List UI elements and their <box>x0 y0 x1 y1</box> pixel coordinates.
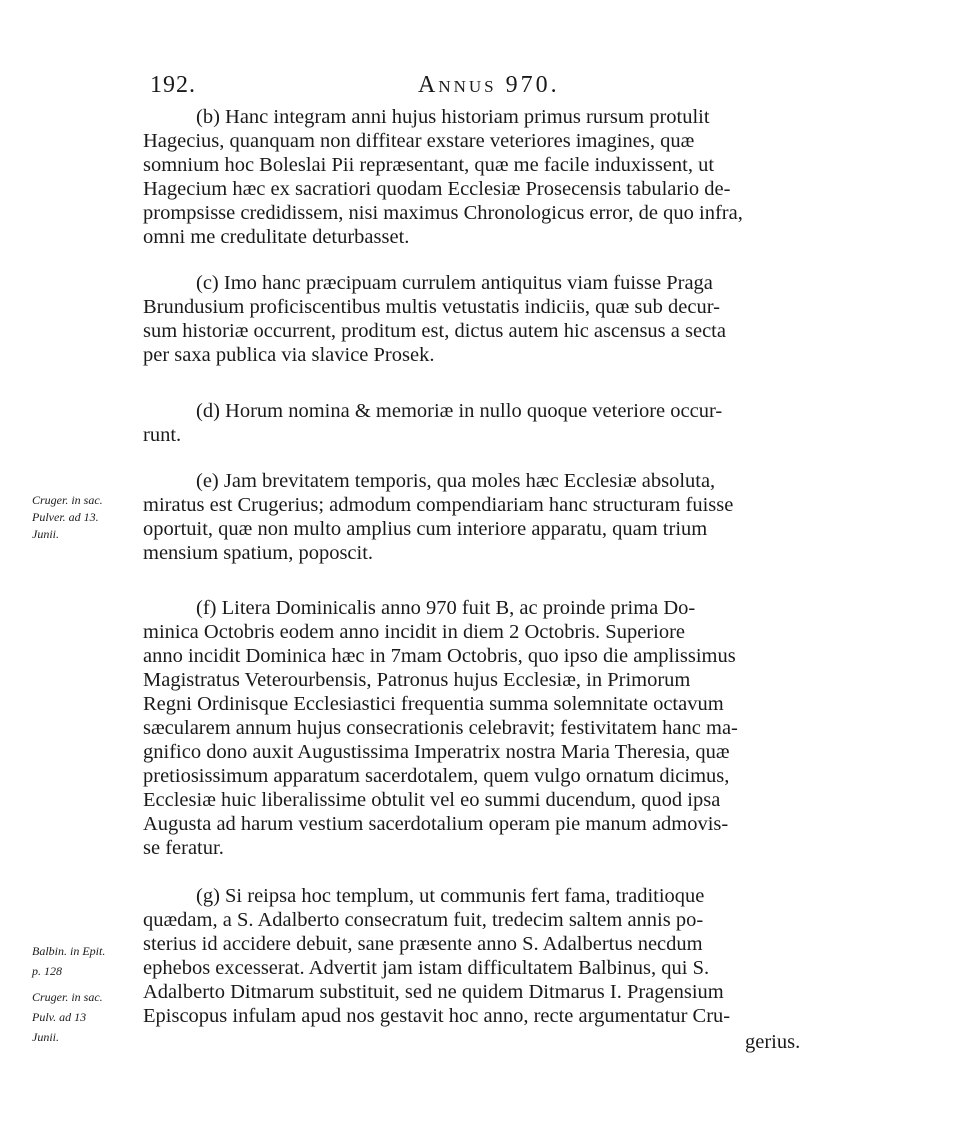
footnote-line: se feratur. <box>143 837 224 859</box>
footnote-line: omni me credulitate deturbasset. <box>143 226 410 248</box>
margin-note-line: Pulv. ad 13 <box>32 1010 87 1024</box>
footnote-line: (b) Hanc integram anni hujus historiam primus rursum protulit <box>196 106 710 128</box>
footnote-line: per saxa publica via slavice Prosek. <box>143 344 435 366</box>
footnote-line: ephebos excesserat. Advertit jam istam difficultatem Balbinus, qui S. <box>143 957 710 979</box>
footnote-line: Hagecium hæc ex sacratiori quodam Ecclesiæ Prosecensis tabulario de- <box>143 178 731 200</box>
footnote-line: sum historiæ occurrent, proditum est, dictus autem hic ascensus a secta <box>143 320 726 342</box>
margin-note-line: Junii. <box>32 1030 59 1044</box>
footnote-line: runt. <box>143 424 182 446</box>
running-head: Annus 970. <box>418 72 560 98</box>
footnote-line: oportuit, quæ non multo amplius cum interiore apparatu, quam trium <box>143 518 708 540</box>
margin-note-line: Balbin. in Epit. <box>32 944 106 958</box>
footnote-line: Episcopus infulam apud nos gestavit hoc anno, recte argumentatur Cru- <box>143 1005 731 1027</box>
footnote-line: Hagecius, quanquam non diffitear exstare veteriores imagines, quæ <box>143 130 695 152</box>
margin-note-line: Junii. <box>32 527 59 541</box>
footnote-line: Ecclesiæ huic liberalissime obtulit vel eo summi ducendum, quod ipsa <box>143 789 721 811</box>
margin-note-line: Cruger. in sac. <box>32 990 103 1004</box>
footnote-line: minica Octobris eodem anno incidit in diem 2 Octobris. Superiore <box>143 621 685 643</box>
footnote-line: sæcularem annum hujus consecrationis celebravit; festivitatem hanc ma- <box>143 717 738 739</box>
margin-note-line: Cruger. in sac. <box>32 493 103 507</box>
footnote-line: gnifico dono auxit Augustissima Imperatrix nostra Maria Theresia, quæ <box>143 741 730 763</box>
footnote-line: (g) Si reipsa hoc templum, ut communis fert fama, traditioque <box>196 885 705 907</box>
footnote-line: gerius. <box>745 1031 801 1053</box>
footnote-line: prompsisse credidissem, nisi maximus Chronologicus error, de quo infra, <box>143 202 743 224</box>
footnote-line: Regni Ordinisque Ecclesiastici frequentia summa solemnitate octavum <box>143 693 724 715</box>
footnote-line: (d) Horum nomina & memoriæ in nullo quoque veteriore occur- <box>196 400 723 422</box>
footnote-line: (f) Litera Dominicalis anno 970 fuit B, ac proinde prima Do- <box>196 597 696 619</box>
page-number: 192. <box>150 72 196 98</box>
footnote-line: Adalberto Ditmarum substituit, sed ne quidem Ditmarus I. Pragensium <box>143 981 724 1003</box>
footnote-line: Augusta ad harum vestium sacerdotalium operam pie manum admovis- <box>143 813 729 835</box>
footnote-line: (e) Jam brevitatem temporis, qua moles hæc Ecclesiæ absoluta, <box>196 470 716 492</box>
footnote-line: somnium hoc Boleslai Pii repræsentant, quæ me facile induxissent, ut <box>143 154 715 176</box>
footnote-line: Brundusium proficiscentibus multis vetustatis indiciis, quæ sub decur- <box>143 296 720 318</box>
footnote-line: (c) Imo hanc præcipuam currulem antiquitus viam fuisse Praga <box>196 272 713 294</box>
footnote-line: Magistratus Veterourbensis, Patronus hujus Ecclesiæ, in Primorum <box>143 669 691 691</box>
margin-note-line: Pulver. ad 13. <box>32 510 99 524</box>
footnote-line: quædam, a S. Adalberto consecratum fuit, tredecim saltem annis po- <box>143 909 704 931</box>
footnote-line: mensium spatium, poposcit. <box>143 542 374 564</box>
margin-note-line: p. 128 <box>32 964 62 978</box>
footnote-line: pretiosissimum apparatum sacerdotalem, quem vulgo ornatum dicimus, <box>143 765 730 787</box>
footnote-line: miratus est Crugerius; admodum compendiariam hanc structuram fuisse <box>143 494 734 516</box>
footnote-line: anno incidit Dominica hæc in 7mam Octobris, quo ipso die amplissimus <box>143 645 736 667</box>
footnote-line: sterius id accidere debuit, sane præsente anno S. Adalbertus necdum <box>143 933 703 955</box>
